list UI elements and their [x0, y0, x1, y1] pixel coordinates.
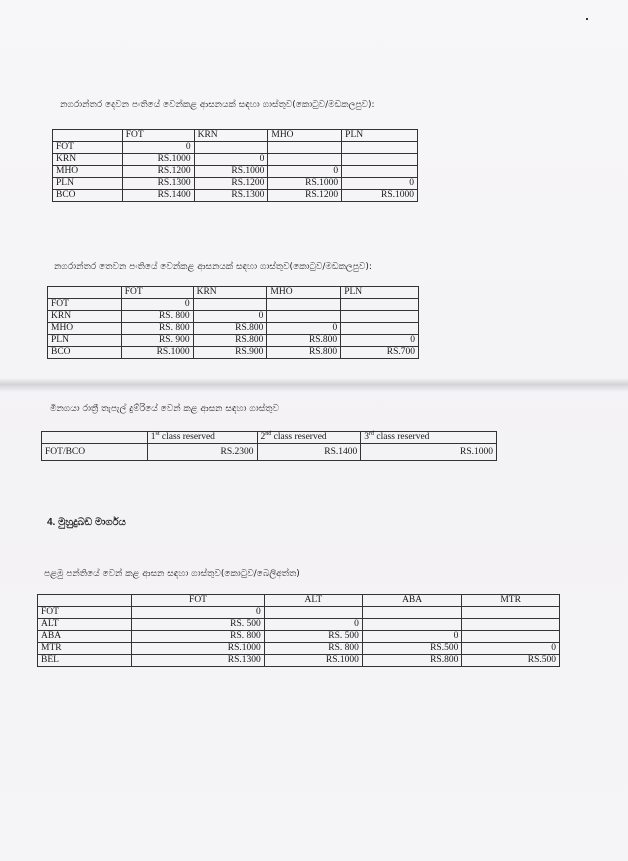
fare-cell: RS.1000: [342, 190, 418, 202]
fare-cell: 0: [194, 154, 268, 166]
row-header: FOT/BCO: [42, 444, 148, 461]
fare-cell: RS.1300: [122, 178, 194, 190]
fare-cell: RS. 800: [264, 643, 362, 655]
section-4-heading: පළමු පන්තියේ වෙන් කළ ආසන සඳහා ගාස්තුව(කොටුව/බෙලිඅත්ත): [44, 569, 300, 579]
fare-cell: [341, 323, 419, 335]
table-row: [38, 655, 560, 667]
column-header: ABA: [362, 595, 461, 607]
section-1-heading: නගරාන්තර දෙවන පංතියේ වෙන්කළ ආසනයක් සඳහා ගාස්තුව(කොටුව/මඩකලපුව):: [60, 100, 375, 110]
fare-cell: [341, 311, 419, 323]
column-header: KRN: [194, 130, 268, 142]
fare-cell: RS.800: [362, 655, 461, 667]
row-header: ABA: [38, 631, 132, 643]
fare-cell: RS.1400: [257, 444, 361, 461]
table-row: [38, 607, 560, 619]
column-header: 1st class reserved: [147, 432, 257, 444]
fare-cell: RS.1200: [268, 190, 342, 202]
fare-cell: RS. 800: [121, 311, 193, 323]
column-header: MTR: [462, 595, 560, 607]
fare-cell: RS.1000: [121, 347, 193, 359]
row-header: BCO: [53, 190, 123, 202]
column-header: FOT: [132, 595, 265, 607]
row-header: MHO: [48, 323, 122, 335]
fare-table-third-class: [47, 286, 419, 359]
table-row: [48, 323, 419, 335]
row-header: KRN: [53, 154, 123, 166]
table-header-row: [53, 130, 418, 142]
fare-cell: RS. 500: [264, 631, 362, 643]
fare-table-night-mail: [41, 431, 497, 461]
fare-cell: 0: [362, 631, 461, 643]
fare-cell: RS.800: [193, 335, 267, 347]
fare-cell: RS.2300: [147, 444, 257, 461]
fare-cell: RS.1200: [122, 166, 194, 178]
fare-cell: RS.1000: [194, 166, 268, 178]
fare-cell: RS.1000: [361, 444, 497, 461]
corner-cell: [48, 287, 122, 299]
scan-speck: [586, 18, 588, 20]
fare-cell: RS. 500: [132, 619, 265, 631]
table-row: [53, 190, 418, 202]
table-row: [38, 631, 560, 643]
corner-cell: [42, 432, 148, 444]
table-row: [48, 311, 419, 323]
table-row: [53, 142, 418, 154]
column-header: PLN: [341, 287, 419, 299]
fare-cell: 0: [121, 299, 193, 311]
fare-cell: 0: [268, 166, 342, 178]
table-row: [48, 335, 419, 347]
table-header-row: [48, 287, 419, 299]
fare-cell: RS.1000: [122, 154, 194, 166]
corner-cell: [38, 595, 132, 607]
row-header: PLN: [48, 335, 122, 347]
fare-cell: 0: [462, 643, 560, 655]
fare-cell: RS.800: [267, 347, 341, 359]
fare-cell: [362, 607, 461, 619]
fare-cell: RS.1400: [122, 190, 194, 202]
fare-cell: 0: [132, 607, 265, 619]
table-row: [53, 178, 418, 190]
row-header: FOT: [38, 607, 132, 619]
row-header: FOT: [53, 142, 123, 154]
fare-cell: [462, 631, 560, 643]
column-header: KRN: [193, 287, 267, 299]
fare-cell: RS.800: [193, 323, 267, 335]
fare-cell: [462, 607, 560, 619]
fare-cell: 0: [122, 142, 194, 154]
column-header: 3rd class reserved: [361, 432, 497, 444]
table-row: [48, 347, 419, 359]
corner-cell: [53, 130, 123, 142]
row-header: BEL: [38, 655, 132, 667]
column-header: ALT: [264, 595, 362, 607]
fare-cell: [194, 142, 268, 154]
column-header: 2nd class reserved: [257, 432, 361, 444]
fare-cell: [342, 166, 418, 178]
fare-cell: RS.1000: [264, 655, 362, 667]
fare-cell: 0: [267, 323, 341, 335]
fare-cell: [341, 299, 419, 311]
scan-fold-shadow: [0, 378, 628, 392]
fare-cell: RS.800: [267, 335, 341, 347]
column-header: FOT: [122, 130, 194, 142]
row-header: PLN: [53, 178, 123, 190]
table-row: [53, 154, 418, 166]
column-header: PLN: [342, 130, 418, 142]
fare-cell: [342, 154, 418, 166]
fare-cell: [462, 619, 560, 631]
fare-cell: [267, 299, 341, 311]
fare-cell: [268, 154, 342, 166]
column-header: MHO: [267, 287, 341, 299]
column-header: FOT: [121, 287, 193, 299]
row-header: BCO: [48, 347, 122, 359]
row-header: ALT: [38, 619, 132, 631]
section-3-heading: මිනගයා රාත්‍රී තැපැල් දුම්රියේ වෙන් කළ ආසන සඳහා ගාස්තුව: [50, 404, 279, 414]
table-row: [53, 166, 418, 178]
fare-cell: [342, 142, 418, 154]
fare-cell: RS.900: [193, 347, 267, 359]
fare-cell: 0: [264, 619, 362, 631]
table-row: [48, 299, 419, 311]
fare-cell: RS.1200: [194, 178, 268, 190]
column-header: MHO: [268, 130, 342, 142]
fare-cell: RS. 800: [121, 323, 193, 335]
table-row: [38, 643, 560, 655]
row-header: FOT: [48, 299, 122, 311]
fare-cell: [264, 607, 362, 619]
fare-cell: RS. 900: [121, 335, 193, 347]
fare-cell: 0: [341, 335, 419, 347]
table-row: [42, 444, 497, 461]
table-header-row: [38, 595, 560, 607]
table-row: [38, 619, 560, 631]
fare-cell: RS.1000: [268, 178, 342, 190]
row-header: KRN: [48, 311, 122, 323]
row-header: MTR: [38, 643, 132, 655]
fare-cell: 0: [342, 178, 418, 190]
fare-table-coastal-line: [37, 594, 560, 667]
fare-cell: RS.500: [462, 655, 560, 667]
fare-cell: RS.1300: [194, 190, 268, 202]
fare-cell: RS.1300: [132, 655, 265, 667]
fare-cell: [267, 311, 341, 323]
fare-cell: [268, 142, 342, 154]
fare-cell: 0: [193, 311, 267, 323]
fare-cell: RS.1000: [132, 643, 265, 655]
fare-cell: RS.500: [362, 643, 461, 655]
fare-cell: RS. 800: [132, 631, 265, 643]
fare-table-second-class: [52, 129, 418, 202]
fare-cell: RS.700: [341, 347, 419, 359]
fare-cell: [362, 619, 461, 631]
section-4-title: 4. මුහුදුබඩ මාර්ගය: [47, 517, 126, 528]
row-header: MHO: [53, 166, 123, 178]
table-header-row: [42, 432, 497, 444]
section-2-heading: නගරාන්තර තෙවන පංතියේ වෙන්කළ ආසනයක් සඳහා ගාස්තුව(කොටුව/මඩකලපුව):: [54, 262, 372, 272]
fare-cell: [193, 299, 267, 311]
